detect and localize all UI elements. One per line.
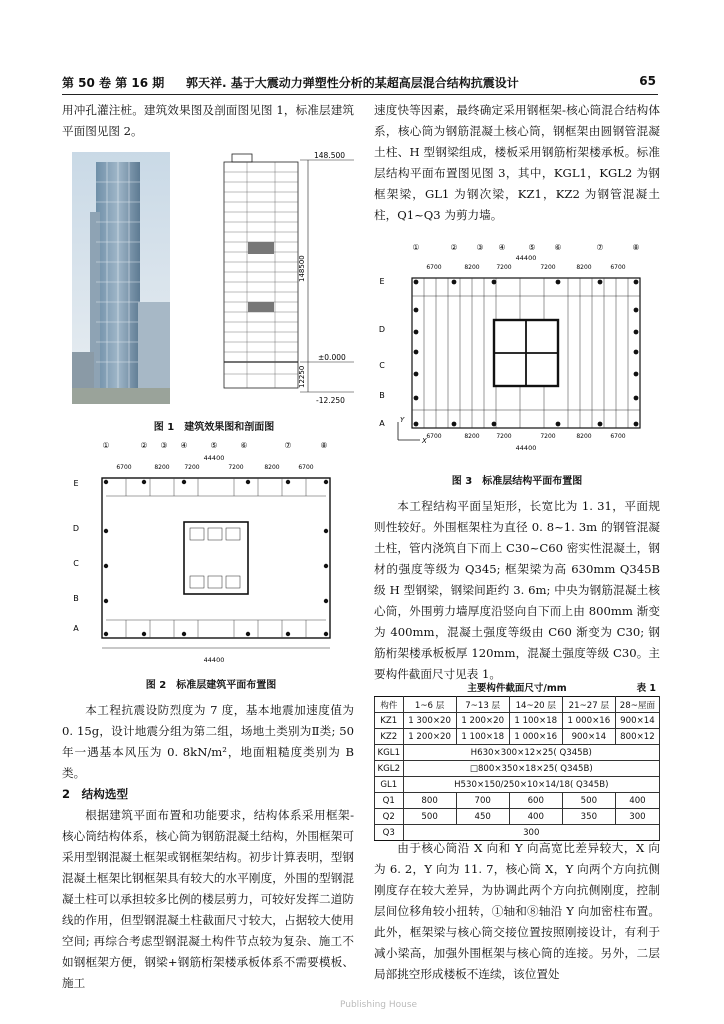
table-cell: KZ1 <box>375 713 404 729</box>
paragraph: 本工程结构平面呈矩形，长宽比为 1. 31，平面规则性较好。外围框架柱为直径 0. 8~1. 3m 的钢管混凝土柱，管内浇筑自下而上 C30~C60 密实性混凝土，钢材的强度等级为 Q345; 框架梁为高 630mm Q345B 级 H 型钢梁，钢梁间距约 3. 6m; 中央为钢筋混凝土核心筒，外围剪力墙厚度沿竖向自下而上由 800mm 渐变为 400mm，混凝土强度等级由 C60 渐变为 C30; 钢筋桁架楼承板板厚 120mm，混凝土强度等级 C30。主要构件截面尺寸见表 1。 <box>374 499 660 681</box>
table-cell: 900×14 <box>562 729 615 745</box>
table-cell: 350 <box>562 809 615 825</box>
dimension-label: 6700 <box>426 433 442 440</box>
axis-label: ⑧ <box>320 441 328 450</box>
table-header-row <box>375 697 660 713</box>
paragraph: 用冲孔灌注桩。建筑效果图及剖面图见图 1，标准层建筑平面图见图 2。 <box>62 103 354 138</box>
dimension-label: 6700 <box>426 264 442 271</box>
table-cell: 500 <box>562 793 615 809</box>
table-cell: 400 <box>615 793 659 809</box>
dimension-label: 6700 <box>298 464 314 471</box>
figure-1-caption: 图 1 建筑效果图和剖面图 <box>153 422 275 433</box>
figure-1 <box>72 152 356 412</box>
table-cell: KZ2 <box>375 729 404 745</box>
table-cell: 300 <box>403 825 659 841</box>
table-cell: KGL2 <box>375 761 404 777</box>
paragraph: 根据建筑平面布置和功能要求，结构体系采用框架-核心筒结构体系，核心筒为钢筋混凝土结构，外围框架可采用型钢混凝土框架或钢框架结构。初步计算表明，型钢混凝土框架比钢框架具有较大的水平刚度，外围的型钢混凝土柱可以承担较多比例的楼层剪力，可较好发挥二道防线的作用，但型钢混凝土柱截面尺寸较大，占据较大使用空间; 再综合考虑型钢混凝土构件节点较为复杂、施工不如钢框架方便，钢梁+钢筋桁架楼承板体系不需要模板、施工 <box>62 808 354 990</box>
table-row <box>375 793 660 809</box>
table-cell: Q1 <box>375 793 404 809</box>
dimension-label: 7200 <box>540 264 556 271</box>
axis-label: E <box>379 277 385 286</box>
dimension-label: 7200 <box>496 433 512 440</box>
left-col-bottom <box>62 700 354 994</box>
paragraph: 本工程抗震设防烈度为 7 度，基本地震加速度值为 0. 15g，设计地震分组为第二组，场地土类别为Ⅱ类; 50 年一遇基本风压为 0. 8kN/m²，地面粗糙度类别为 B 类。 <box>62 703 354 780</box>
section-drawing <box>224 154 298 388</box>
right-col-top <box>374 100 660 226</box>
axis-label: ⑤ <box>528 243 536 252</box>
axis-label: C <box>73 559 79 568</box>
section-heading: 2 结构选型 <box>62 787 129 801</box>
table-cell: Q3 <box>375 825 404 841</box>
table-cell: 700 <box>456 793 509 809</box>
axis-label: ⑥ <box>554 243 562 252</box>
journal-volume: 第 50 卷 第 16 期 <box>62 76 165 90</box>
figure-2-drawing <box>66 436 356 666</box>
ground <box>72 388 170 404</box>
table-row <box>375 713 660 729</box>
table-cell: Q2 <box>375 809 404 825</box>
table-cell: 300 <box>615 809 659 825</box>
total-dimension: 44400 <box>203 454 225 462</box>
table-1-title: 主要构件截面尺寸/mm <box>467 683 567 694</box>
table-cell: 1 100×18 <box>509 713 562 729</box>
axis-label: ⑥ <box>240 441 248 450</box>
elevation-top-label: 148.500 <box>314 152 346 160</box>
table-cell: 450 <box>456 809 509 825</box>
table-cell: 1 300×20 <box>403 713 456 729</box>
table-row <box>375 809 660 825</box>
axis-label: B <box>73 594 79 603</box>
table-header-cell: 1~6 层 <box>403 697 456 713</box>
table-cell: 1 200×20 <box>456 713 509 729</box>
dimension-label: 8200 <box>576 433 592 440</box>
equipment-floor <box>248 242 274 254</box>
elevation-zero-label: ±0.000 <box>318 353 346 362</box>
table-cell: 800 <box>403 793 456 809</box>
axis-label: A <box>379 419 385 428</box>
watermark: Publishing House <box>340 1000 418 1010</box>
figure-1-drawing <box>72 152 356 412</box>
axis-label: B <box>379 391 385 400</box>
dimension-label: 8200 <box>576 264 592 271</box>
total-dimension: 44400 <box>515 254 537 262</box>
table-cell: □800×350×18×25( Q345B) <box>403 761 659 777</box>
equipment-floor <box>248 302 274 312</box>
figure-2 <box>66 436 356 666</box>
axis-label: D <box>378 325 386 334</box>
table-cell: 500 <box>403 809 456 825</box>
table-row <box>375 745 660 761</box>
axis-label: ⑧ <box>632 243 640 252</box>
dimension-label: 7200 <box>540 433 556 440</box>
axis-label: A <box>73 624 79 633</box>
right-col-bottom <box>374 838 660 985</box>
dimension-label: 6700 <box>610 264 626 271</box>
dimension-label: 7200 <box>228 464 244 471</box>
side-building <box>72 352 94 394</box>
table-cell: KGL1 <box>375 745 404 761</box>
axis-label: ③ <box>476 243 484 252</box>
left-col-top <box>62 100 354 142</box>
paragraph: 由于核心筒沿 X 向和 Y 向高宽比差异较大，X 向为 6. 2，Y 向为 11. 7，核心筒 X，Y 向两个方向抗侧刚度存在较大差异，为协调此两个方向抗侧刚度，控制层间位移角较小扭转，①轴和⑧轴沿 Y 向加密柱布置。此外，框架梁与核心筒交接位置按照刚接设计，有利于减小梁高，加强外围框架与核心筒的连接。另外，二层局部挑空形成楼板不连续，该位置处 <box>374 841 660 981</box>
running-header <box>62 72 658 95</box>
table-cell: 1 000×16 <box>562 713 615 729</box>
article-running-title: 郭天祥. 基于大震动力弹塑性分析的某超高层混合结构抗震设计 <box>186 76 519 90</box>
table-row <box>375 761 660 777</box>
table-header-cell: 28~屋面 <box>615 697 659 713</box>
axis-label: ① <box>412 243 420 252</box>
table-1-label: 表 1 <box>636 683 656 694</box>
dimension-label: 7200 <box>496 264 512 271</box>
dimension-label: 6700 <box>610 433 626 440</box>
table-header-cell: 7~13 层 <box>456 697 509 713</box>
axis-label: ① <box>102 441 110 450</box>
axis-label: ② <box>450 243 458 252</box>
right-col-middle <box>374 496 660 685</box>
page-number: 65 <box>639 74 656 88</box>
table-row <box>375 777 660 793</box>
table-cell: 1 000×16 <box>509 729 562 745</box>
axis-label: ② <box>140 441 148 450</box>
table-header-cell: 14~20 层 <box>509 697 562 713</box>
table-cell: 900×14 <box>615 713 659 729</box>
axis-label: ⑦ <box>284 441 292 450</box>
table-header-cell: 构件 <box>375 697 404 713</box>
table-cell: GL1 <box>375 777 404 793</box>
y-axis-label: Y <box>400 416 405 424</box>
axis-label: D <box>72 524 80 533</box>
table-cell: 1 100×18 <box>456 729 509 745</box>
table-cell: 1 200×20 <box>403 729 456 745</box>
table-row <box>375 729 660 745</box>
axis-label: ④ <box>180 441 188 450</box>
table-cell: 800×12 <box>615 729 659 745</box>
side-building <box>138 302 170 394</box>
table-1 <box>374 696 660 841</box>
dimension-label: 8200 <box>464 433 480 440</box>
total-dimension-bottom: 44400 <box>203 656 225 664</box>
elevation-base-label: -12.250 <box>316 396 345 405</box>
table-header-cell: 21~27 层 <box>562 697 615 713</box>
axis-label: ⑦ <box>596 243 604 252</box>
dimension-label: 8200 <box>154 464 170 471</box>
dimension-label: 8200 <box>464 264 480 271</box>
height-dimension-label: 148500 <box>298 255 306 282</box>
axis-label: ③ <box>160 441 168 450</box>
table-cell: 400 <box>509 809 562 825</box>
figure-3 <box>372 240 662 462</box>
floor-outline <box>102 478 330 638</box>
table-cell: 600 <box>509 793 562 809</box>
axis-label: ⑤ <box>210 441 218 450</box>
table-cell: H630×300×12×25( Q345B) <box>403 745 659 761</box>
dimension-label: 8200 <box>264 464 280 471</box>
axis-label: E <box>73 479 79 488</box>
figure-3-caption: 图 3 标准层结构平面布置图 <box>451 476 583 487</box>
paragraph: 速度快等因素，最终确定采用钢框架-核心筒混合结构体系，核心筒为钢筋混凝土核心筒，钢框架由圆钢管混凝土柱、H 型钢梁组成，楼板采用钢筋桁架楼承板。标准层结构平面布置图见图 3，其中，KGL1，KGL2 为钢框架梁，GL1 为钢次梁，KZ1，KZ2 为钢管混凝土柱，Q1~Q3 为剪力墙。 <box>374 103 660 222</box>
table-cell: H530×150/250×10×14/18( Q345B) <box>403 777 659 793</box>
basement-dimension-label: 12250 <box>298 365 306 388</box>
total-dimension-bottom: 44400 <box>515 444 537 452</box>
figure-3-drawing <box>372 240 662 462</box>
figure-2-caption: 图 2 标准层建筑平面布置图 <box>145 680 277 691</box>
axis-label: ④ <box>498 243 506 252</box>
axis-label: C <box>379 361 385 370</box>
x-axis-label: X <box>422 437 427 445</box>
table-1-caption <box>374 680 660 694</box>
dimension-label: 7200 <box>184 464 200 471</box>
dimension-label: 6700 <box>116 464 132 471</box>
